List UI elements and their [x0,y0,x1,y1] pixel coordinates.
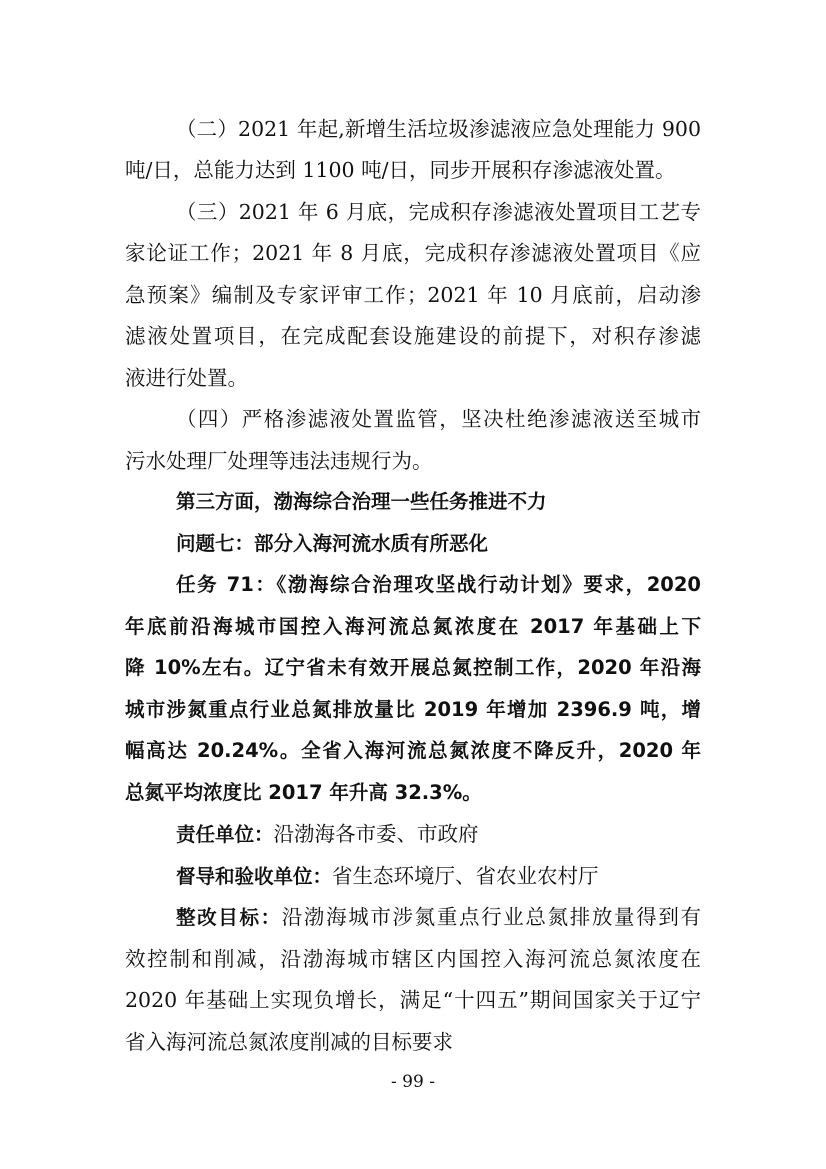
paragraph-3-line-2: 家论证工作；2021 年 8 月底，完成积存渗滤液处置项目《应 [125,241,701,265]
paragraph-3-line-1: （三）2021 年 6 月底，完成积存渗滤液处置项目工艺专 [176,200,701,224]
problem-heading: 问题七：部分入海河流水质有所恶化 [176,532,489,555]
paragraph-2-line-2: 吨/日，总能力达到 1100 吨/日，同步开展积存渗滤液处置。 [125,158,676,182]
page-number: - 99 - [391,1072,435,1092]
rectification-goal-line-1 [176,904,701,931]
rectification-goal-line-3: 2020 年基础上实现负增长，满足“十四五”期间国家关于辽宁 [125,988,701,1012]
paragraph-3-line-4: 滤液处置项目，在完成配套设施建设的前提下，对积存渗滤 [125,324,701,348]
paragraph-3-line-3: 急预案》编制及专家评审工作；2021 年 10 月底前，启动渗 [125,283,701,307]
paragraph-4-line-2: 污水处理厂处理等违法违规行为。 [125,449,433,473]
paragraph-4-line-1: （四）严格渗滤液处置监管，坚决杜绝渗滤液送至城市 [176,407,701,431]
rectification-goal-label: 整改目标： [176,906,282,929]
task-71-line-5: 幅高达 20.24%。全省入海河流总氮浓度不降反升，2020 年 [125,739,701,762]
supervision-unit [176,863,701,890]
rectification-goal-line-4: 省入海河流总氮浓度削减的目标要求 [125,1030,453,1054]
section-heading: 第三方面，渤海综合治理一些任务推进不力 [176,490,547,513]
supervision-unit-label: 督导和验收单位： [176,865,333,888]
responsible-unit-value: 沿渤海各市委、市政府 [273,822,479,846]
paragraph-3-line-5: 液进行处置。 [125,366,248,390]
paragraph-2-line-1: （二）2021 年起,新增生活垃圾渗滤液应急处理能力 900 [176,117,701,141]
responsible-unit-label: 责任单位： [176,823,274,846]
responsible-unit [176,821,701,848]
rectification-goal-line-2: 效控制和削减，沿渤海城市辖区内国控入海河流总氮浓度在 [125,947,701,971]
task-71-line-3: 降 10%左右。辽宁省未有效开展总氮控制工作，2020 年沿海 [125,656,701,679]
rectification-goal-first-value: 沿渤海城市涉氮重点行业总氮排放量得到有 [281,905,701,929]
task-71-line-4: 城市涉氮重点行业总氮排放量比 2019 年增加 2396.9 吨，增 [125,698,701,721]
task-71-line-2: 年底前沿海城市国控入海河流总氮浓度在 2017 年基础上下 [125,615,701,638]
supervision-unit-value: 省生态环境厅、省农业农村厅 [332,864,599,888]
task-71-line-6: 总氮平均浓度比 2017 年升高 32.3%。 [125,781,482,804]
task-71-line-1: 任务 71：《渤海综合治理攻坚战行动计划》要求，2020 [176,573,701,596]
